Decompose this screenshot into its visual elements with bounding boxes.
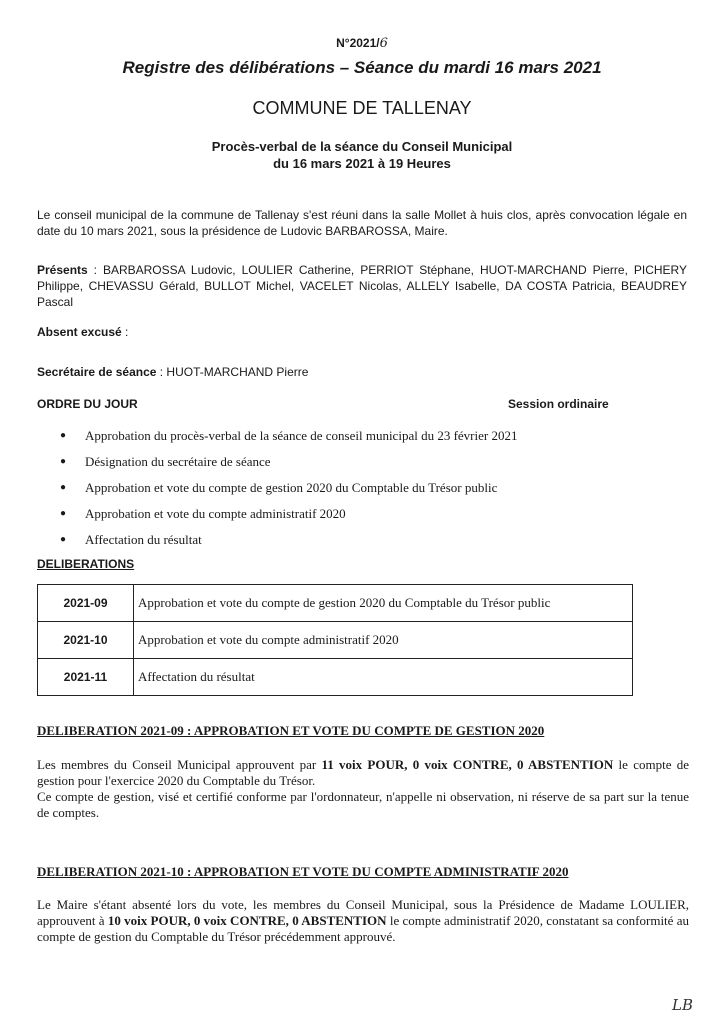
section-title-2021-09: DELIBERATION 2021-09 : APPROBATION ET VOTE DU COMPTE DE GESTION 2020 xyxy=(37,723,545,738)
absent-value: : xyxy=(121,325,129,339)
register-number-handwritten: 6 xyxy=(379,36,388,51)
text-run: le compte de gestion pour l'exercice 2020 du Comptable du Trésor. xyxy=(37,757,689,788)
text-run: Le Maire s'étant absenté lors du vote, les membres du Conseil Municipal, sous la Présidence de Madame LOULIER, approuvent à xyxy=(37,897,689,928)
presents-label: Présents xyxy=(37,263,88,277)
bullet-icon: ● xyxy=(60,430,67,441)
deliberation-number: 2021-09 xyxy=(38,585,134,622)
register-title: Registre des délibérations – Séance du mardi 16 mars 2021 xyxy=(122,58,602,77)
deliberation-title: Approbation et vote du compte administratif 2020 xyxy=(134,622,633,659)
session-type: Session ordinaire xyxy=(508,397,609,411)
agenda-item xyxy=(60,428,517,454)
agenda-item-text: Approbation et vote du compte administratif 2020 xyxy=(85,506,346,521)
pv-title-line-2: du 16 mars 2021 à 19 Heures xyxy=(273,156,451,171)
bullet-icon: ● xyxy=(60,456,67,467)
absent-label: Absent excusé xyxy=(37,325,122,339)
pv-title-line-1: Procès-verbal de la séance du Conseil Municipal xyxy=(211,139,513,154)
agenda-item-text: Affectation du résultat xyxy=(85,532,202,547)
agenda-item xyxy=(60,480,517,506)
absent-paragraph xyxy=(37,324,687,340)
section-body-2021-09 xyxy=(37,757,689,821)
handwritten-initials: LB xyxy=(672,996,693,1014)
secretaire-label: Secrétaire de séance xyxy=(37,365,157,379)
deliberation-title: Approbation et vote du compte de gestion 2020 du Comptable du Trésor public xyxy=(134,585,633,622)
table-row xyxy=(38,659,633,696)
section-paragraph xyxy=(37,757,689,789)
presents-list: : BARBAROSSA Ludovic, LOULIER Catherine, PERRIOT Stéphane, HUOT-MARCHAND Pierre, PICHERY Philippe, CHEVASSU Gérald, BULLOT Michel, VACELET Nicolas, ALLELY Isabelle, DA COSTA Patricia, BEAUDREY Pascal xyxy=(37,263,687,309)
deliberations-heading: DELIBERATIONS xyxy=(37,557,135,571)
presents-paragraph xyxy=(37,262,687,310)
secretaire-value: : HUOT-MARCHAND Pierre xyxy=(156,365,309,379)
agenda-list xyxy=(60,428,517,558)
secretaire-paragraph xyxy=(37,364,687,380)
register-number-prefix: N°2021/ xyxy=(336,36,380,50)
table-row xyxy=(38,622,633,659)
bullet-icon: ● xyxy=(60,534,67,545)
text-run: Les membres du Conseil Municipal approuvent par xyxy=(37,757,322,772)
register-number xyxy=(0,36,724,51)
pv-title xyxy=(0,138,724,172)
section-paragraph: Ce compte de gestion, visé et certifié conforme par l'ordonnateur, n'appelle ni observation, ni réserve de sa part sur la tenue de comptes. xyxy=(37,789,689,820)
vote-result: 11 voix POUR, 0 voix CONTRE, 0 ABSTENTION xyxy=(321,757,614,772)
agenda-item-text: Approbation du procès-verbal de la séance de conseil municipal du 23 février 2021 xyxy=(85,428,518,443)
intro-paragraph: Le conseil municipal de la commune de Tallenay s'est réuni dans la salle Mollet à huis clos, après convocation légale en date du 10 mars 2021, sous la présidence de Ludovic BARBAROSSA, Maire. xyxy=(37,208,687,238)
deliberations-table xyxy=(37,584,633,696)
agenda-item xyxy=(60,506,517,532)
section-body-2021-10 xyxy=(37,897,689,945)
ordre-du-jour-title: ORDRE DU JOUR xyxy=(37,397,138,411)
vote-result: 10 voix POUR, 0 voix CONTRE, 0 ABSTENTION xyxy=(107,913,387,928)
section-title-2021-10: DELIBERATION 2021-10 : APPROBATION ET VOTE DU COMPTE ADMINISTRATIF 2020 xyxy=(37,864,569,879)
text-run: le compte administratif 2020, constatant sa conformité au compte de gestion du Comptable du Trésor précédemment approuvé. xyxy=(37,913,689,944)
agenda-item xyxy=(60,532,517,558)
bullet-icon: ● xyxy=(60,482,67,493)
deliberation-number: 2021-11 xyxy=(38,659,134,696)
deliberation-number: 2021-10 xyxy=(38,622,134,659)
agenda-item-text: Désignation du secrétaire de séance xyxy=(85,454,271,469)
agenda-item-text: Approbation et vote du compte de gestion 2020 du Comptable du Trésor public xyxy=(85,480,498,495)
deliberation-title: Affectation du résultat xyxy=(134,659,633,696)
agenda-item xyxy=(60,454,517,480)
bullet-icon: ● xyxy=(60,508,67,519)
commune-title: COMMUNE DE TALLENAY xyxy=(252,98,472,118)
table-row xyxy=(38,585,633,622)
